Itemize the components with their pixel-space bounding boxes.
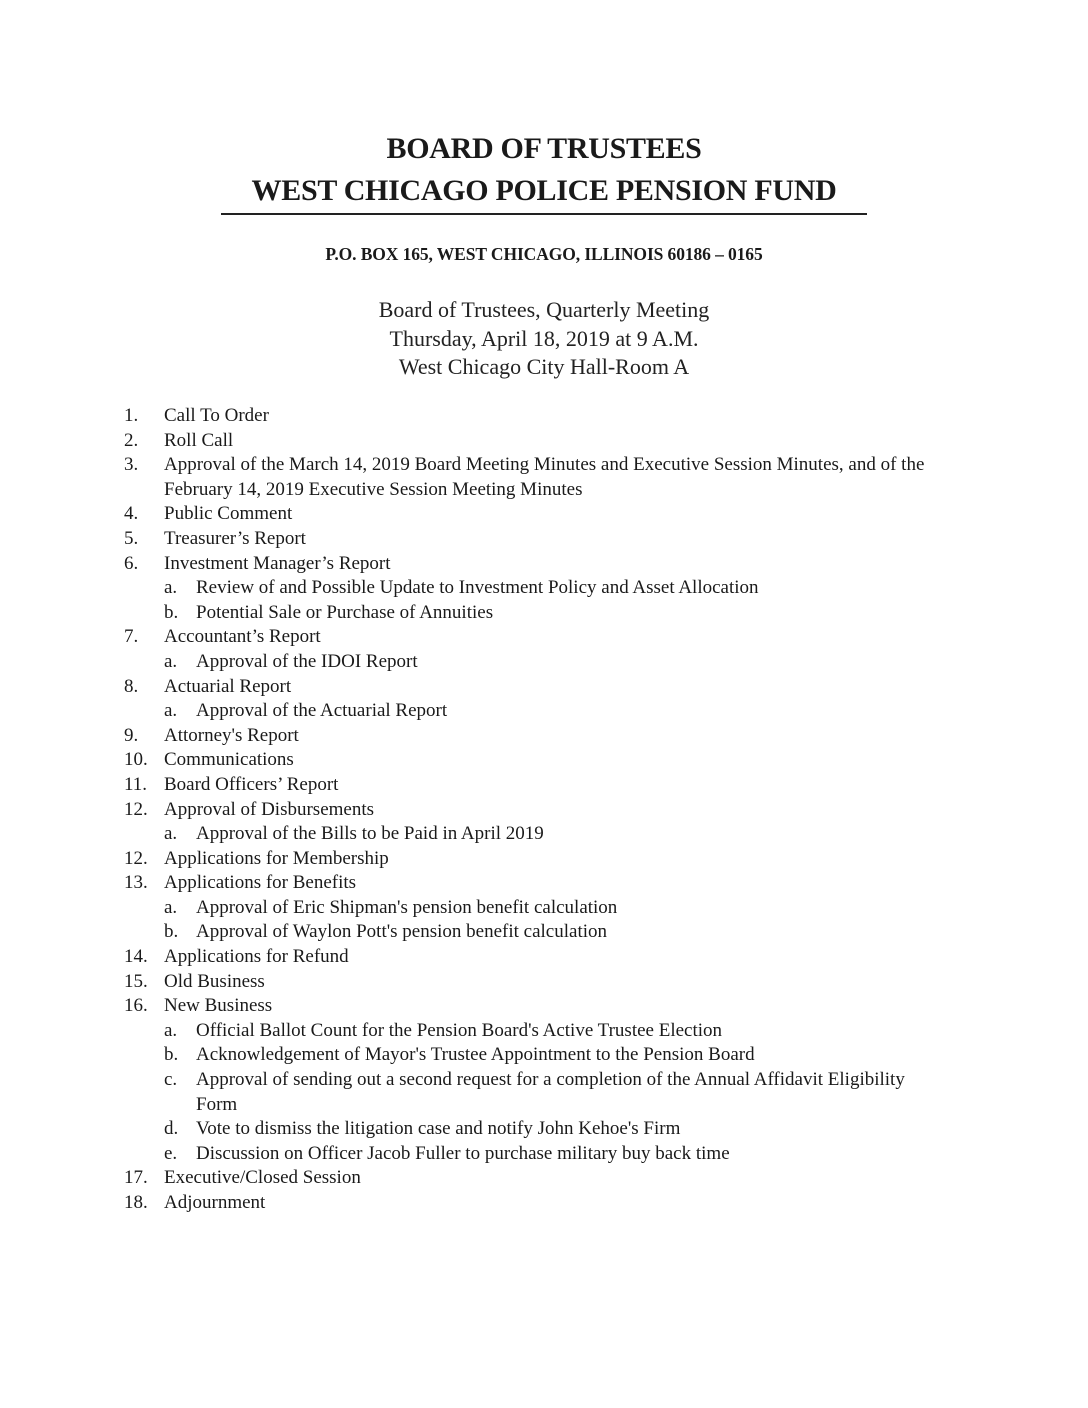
agenda-subitem (124, 576, 944, 601)
agenda-subitem (124, 1019, 944, 1044)
agenda-item-number: 3. (124, 454, 139, 476)
agenda-subitem-text: Approval of the IDOI Report (196, 650, 418, 672)
agenda-item-number: 18. (124, 1192, 148, 1213)
agenda-item-text: Attorney's Report (164, 724, 299, 746)
agenda-item-text: Approval of the March 14, 2019 Board Meeting Minutes and Executive Session Minutes, and of the February 14, 2019 Executive Session Meeting Minutes (164, 454, 925, 500)
agenda-item-text: Board Officers’ Report (164, 773, 339, 795)
agenda-item-number: 5. (124, 527, 139, 549)
agenda-item-number: 9. (124, 724, 139, 746)
agenda-subitem-letter: a. (164, 700, 178, 722)
agenda-subitem-text: Approval of Eric Shipman's pension benefit calculation (196, 896, 618, 918)
agenda-item-text: Executive/Closed Session (164, 1167, 361, 1189)
agenda-item-number: 16. (124, 995, 148, 1017)
agenda-item (124, 748, 944, 773)
meeting-info (0, 296, 1088, 382)
agenda-item (124, 773, 944, 798)
agenda-subitem (124, 822, 944, 847)
agenda-subitem-letter: b. (164, 1044, 179, 1066)
agenda-subitem-letter: b. (164, 921, 179, 943)
agenda-subitem-text: Approval of sending out a second request for a completion of the Annual Affidavit Eligibility Form (196, 1069, 905, 1115)
agenda-item-text: Public Comment (164, 503, 293, 525)
agenda-subitem (124, 601, 944, 626)
agenda-subitem (124, 920, 944, 945)
title-line-1: BOARD OF TRUSTEES (386, 132, 702, 165)
agenda-item-number: 17. (124, 1167, 148, 1189)
agenda-item (124, 527, 944, 552)
agenda-item-number: 15. (124, 970, 148, 992)
agenda-item (124, 798, 944, 823)
agenda-subitem-letter: b. (164, 601, 179, 623)
agenda-item (124, 847, 944, 872)
agenda-item (124, 1191, 944, 1216)
agenda-subitem-text: Review of and Possible Update to Investment Policy and Asset Allocation (196, 577, 759, 599)
agenda-item (124, 675, 944, 700)
agenda-item-number: 12. (124, 847, 148, 869)
meeting-name: Board of Trustees, Quarterly Meeting (378, 297, 710, 322)
agenda-item-text: Treasurer’s Report (164, 527, 306, 549)
agenda-item (124, 502, 944, 527)
agenda-subitem-letter: a. (164, 1019, 178, 1041)
agenda-item (124, 1166, 944, 1191)
title-divider (221, 213, 867, 215)
agenda-subitem-letter: a. (164, 577, 178, 599)
agenda-subitem-text: Approval of the Actuarial Report (196, 700, 448, 722)
agenda-subitem-text: Approval of the Bills to be Paid in April 2019 (196, 823, 544, 845)
agenda-item-number: 10. (124, 749, 148, 771)
agenda-item-number: 4. (124, 503, 139, 525)
agenda-subitem (124, 650, 944, 675)
agenda-subitem-text: Potential Sale or Purchase of Annuities (196, 601, 494, 623)
agenda-item-text: Applications for Benefits (164, 872, 357, 894)
agenda-subitem (124, 1043, 944, 1068)
agenda-item (124, 625, 944, 650)
agenda-item-number: 1. (124, 405, 139, 426)
agenda-item (124, 429, 944, 454)
agenda-item-text: Investment Manager’s Report (164, 552, 391, 574)
meeting-location: West Chicago City Hall-Room A (398, 354, 690, 379)
agenda-item-number: 6. (124, 552, 139, 574)
agenda-subitem (124, 1117, 944, 1142)
agenda-subitem-letter: a. (164, 650, 178, 672)
agenda-item-number: 11. (124, 773, 148, 795)
document-title (0, 128, 1088, 212)
agenda-item-text: New Business (164, 995, 273, 1017)
agenda-subitem-letter: a. (164, 823, 178, 845)
address-line: P.O. BOX 165, WEST CHICAGO, ILLINOIS 60186 – 0165 (325, 244, 763, 264)
agenda-item-number: 14. (124, 946, 148, 968)
agenda-subitem-text: Acknowledgement of Mayor's Trustee Appointment to the Pension Board (196, 1044, 755, 1066)
agenda-item-number: 12. (124, 798, 148, 820)
agenda-item-number: 2. (124, 429, 139, 451)
agenda-item-text: Actuarial Report (164, 675, 292, 697)
agenda-item-text: Call To Order (164, 405, 269, 426)
agenda-item (124, 871, 944, 896)
agenda-subitem-letter: e. (164, 1142, 178, 1164)
agenda-item-text: Applications for Refund (164, 946, 349, 968)
agenda-subitem-text: Discussion on Officer Jacob Fuller to purchase military buy back time (196, 1142, 730, 1164)
agenda-subitem-text: Official Ballot Count for the Pension Board's Active Trustee Election (196, 1019, 723, 1041)
agenda-item-number: 8. (124, 675, 139, 697)
title-line-2: WEST CHICAGO POLICE PENSION FUND (251, 174, 837, 207)
agenda-item (124, 994, 944, 1019)
agenda-item (124, 970, 944, 995)
agenda-item-text: Communications (164, 749, 294, 771)
agenda-subitem (124, 1142, 944, 1167)
agenda-item (124, 724, 944, 749)
agenda-item-text: Accountant’s Report (164, 626, 321, 648)
agenda-item-text: Adjournment (164, 1192, 266, 1213)
agenda-item (124, 453, 944, 502)
agenda-subitem-letter: a. (164, 896, 178, 918)
agenda-item (124, 552, 944, 577)
agenda-item-text: Approval of Disbursements (164, 798, 375, 820)
agenda-subitem-letter: d. (164, 1118, 179, 1140)
agenda-item (124, 945, 944, 970)
agenda-subitem-letter: c. (164, 1069, 178, 1091)
agenda-item-text: Roll Call (164, 429, 234, 451)
agenda-item (124, 404, 944, 429)
agenda-subitem (124, 896, 944, 921)
agenda-subitem (124, 699, 944, 724)
agenda-item-number: 7. (124, 626, 139, 648)
agenda-subitem-text: Approval of Waylon Pott's pension benefit calculation (196, 921, 608, 943)
agenda-item-text: Old Business (164, 970, 265, 992)
agenda-item-text: Applications for Membership (164, 847, 389, 869)
agenda-subitem (124, 1068, 944, 1117)
agenda-item-number: 13. (124, 872, 148, 894)
meeting-datetime: Thursday, April 18, 2019 at 9 A.M. (389, 325, 699, 351)
agenda-subitem-text: Vote to dismiss the litigation case and notify John Kehoe's Firm (196, 1118, 681, 1140)
agenda-list (124, 404, 944, 1216)
